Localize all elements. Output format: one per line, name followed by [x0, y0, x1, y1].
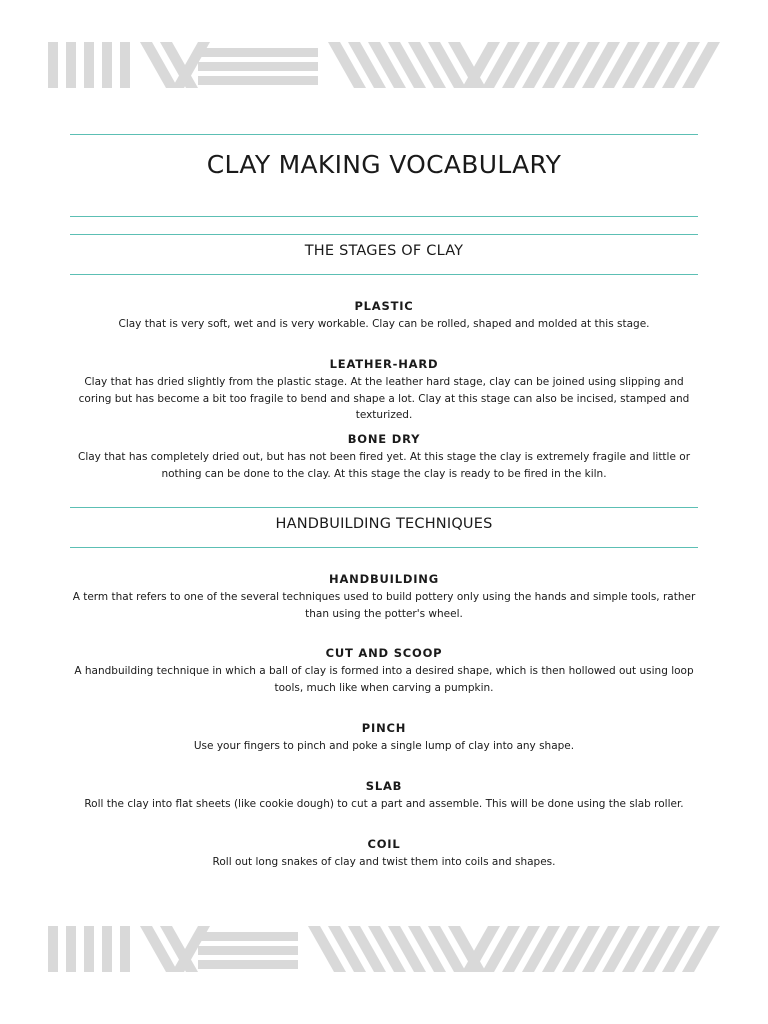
- decorative-stripe-band-top: [48, 42, 720, 88]
- term-definition: Use your fingers to pinch and poke a single lump of clay into any shape.: [193, 740, 575, 752]
- term-handbuilding: [70, 572, 698, 622]
- term-definition: A term that refers to one of the several techniques used to build pottery only using the hands and simple tools, rather than using the potter's wheel.: [72, 591, 696, 620]
- term-definition: Roll out long snakes of clay and twist them into coils and shapes.: [212, 856, 556, 868]
- term-name: PINCH: [361, 721, 407, 735]
- term-pinch: [70, 721, 698, 755]
- term-definition: Clay that has completely dried out, but has not been fired yet. At this stage the clay is extremely fragile and little or nothing can be done to the clay. At this stage the clay is ready to be fired in the kiln.: [77, 451, 691, 480]
- decorative-stripe-band-bottom: [48, 926, 720, 972]
- divider: [70, 216, 698, 217]
- divider: [70, 507, 698, 508]
- term-name: HANDBUILDING: [329, 572, 439, 586]
- term-definition: A handbuilding technique in which a ball of clay is formed into a desired shape, which is then hollowed out using loop tools, much like when carving a pumpkin.: [74, 665, 694, 694]
- term-bone-dry: [70, 432, 698, 482]
- term-plastic: [70, 299, 698, 333]
- divider: [70, 547, 698, 548]
- term-definition: Roll the clay into flat sheets (like cookie dough) to cut a part and assemble. This will be done using the slab roller.: [84, 798, 684, 810]
- term-name: BONE DRY: [347, 432, 421, 446]
- term-leather-hard: [70, 357, 698, 424]
- term-name: COIL: [367, 837, 401, 851]
- divider: [70, 274, 698, 275]
- term-name: PLASTIC: [354, 299, 414, 313]
- term-name: LEATHER-HARD: [329, 357, 439, 371]
- term-definition: Clay that has dried slightly from the plastic stage. At the leather hard stage, clay can be joined using slipping and coring but has become a bit too fragile to bend and shape a lot. Clay at this stage can also be incised, stamped and texturized.: [78, 376, 690, 421]
- term-cut-and-scoop: [70, 646, 698, 696]
- term-coil: [70, 837, 698, 871]
- term-name: SLAB: [365, 779, 403, 793]
- section-heading-handbuilding: HANDBUILDING TECHNIQUES: [275, 516, 493, 532]
- term-definition: Clay that is very soft, wet and is very workable. Clay can be rolled, shaped and molded at this stage.: [118, 318, 650, 330]
- term-name: CUT AND SCOOP: [325, 646, 443, 660]
- divider: [70, 234, 698, 235]
- page-title: CLAY MAKING VOCABULARY: [206, 150, 562, 179]
- term-slab: [70, 779, 698, 813]
- divider: [70, 134, 698, 135]
- section-heading-stages: THE STAGES OF CLAY: [304, 243, 464, 259]
